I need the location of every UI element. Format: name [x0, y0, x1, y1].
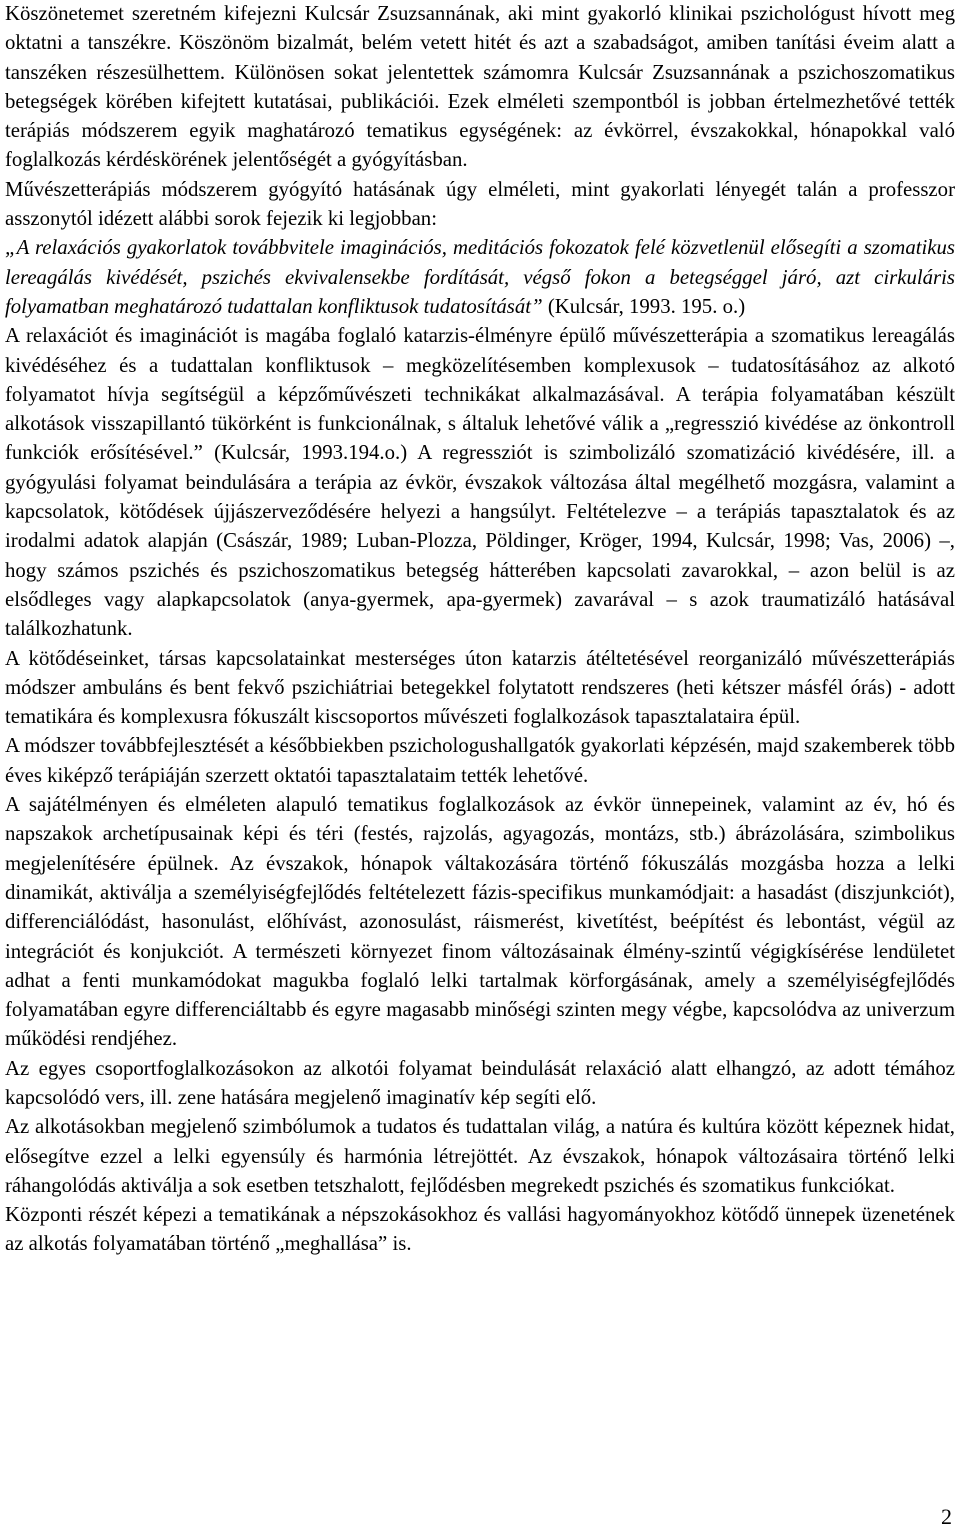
paragraph-acknowledgement — [5, 0, 955, 175]
paragraph-thematic-sessions: A sajátélményen és elméleten alapuló tematikus foglalkozások az évkör ünnepeinek, valamint az év, hó és napszakok archetípusainak képi és téri (festés, rajzolás, agyagozás, montázs, stb.) ábrázolására, szimbolikus megjelenítésére épülnek. Az évszakok, hónapok váltakozására történő fókuszálás mozgásba hozza a lelki dinamikát, aktiválja a személyiségfejlődés feltételezett fázis-specifikus munkamódjait: a hasadást (diszjunkciót), differenciálódást, hasonulást, előhívást, azonosulást, ráismerést, kivetítést, beépítést és lebontást, végül az integrációt és konjukciót. A természeti környezet finom változásainak élmény-szintű végigkísérése lendületet adhat a fenti munkamódokat magukba foglaló lelki tartalmak körforgásának, amely a személyiségfejlődés folyamatában egyre differenciáltabb és egyre magasabb minőségi szinten megy végbe, kapcsolódva az univerzum működési rendjéhez. — [5, 793, 955, 1051]
paragraph-traditions: Központi részét képezi a tematikának a népszokásokhoz és vallási hagyományokhoz kötődő ünnepek üzenetének az alkotás folyamatában történő „meghallása” is. — [5, 1203, 955, 1256]
research-text: Különösen sokat jelentettek számomra Kulcsár Zsuzsannának a pszichoszomatikus betegségek körében kifejtett kutatásai, publikációi. Ezek elméleti szempontból is jobban értelmezhetővé tették terápiás módszerem egyik maghatározó tematikus egységének: az évkörrel, évszakokkal, hónapokkal való foglalkozás kérdéskörének jelentőségét a gyógyításban. — [5, 60, 955, 172]
paragraph-quote — [5, 233, 955, 321]
paragraph-group-sessions: Az egyes csoportfoglalkozásokon az alkotói folyamat beindulását relaxáció alatt elhangzó, az adott témához kapcsolódó vers, ill. zene hatására megjelenő imaginatív kép segíti elő. — [5, 1056, 955, 1109]
paragraph-method-intro: Művészetterápiás módszerem gyógyító hatásának úgy elméleti, mint gyakorlati lényegét talán a professzor asszonytól idézett alábbi sorok fejezik ki legjobban: — [5, 177, 955, 231]
acknowledgement-text: Köszönetemet szeretném kifejezni Kulcsár Zsuzsannának, aki mint gyakorló klinikai pszichológust hívott meg oktatni a tanszékre. Köszönöm bizalmát, belém vetett hitét és azt a szabadságot, amiben tanítási éveim alatt a tanszéken részesülhettem. — [5, 2, 955, 84]
paragraph-method-development: A módszer továbbfejlesztését a későbbiekben pszichologushallgatók gyakorlati képzésén, majd szakemberek több éves kiképző terápiáján szerzett oktatói tapasztalataim tették lehetővé. — [5, 734, 955, 787]
document-page — [5, 0, 955, 1259]
paragraph-attachments: A kötődéseinket, társas kapcsolatainkat mesterséges úton katarzis átéltetésével reorganizáló művészetterápiás módszer ambuláns és bent fekvő pszichiátriai betegekkel folytatott rendszeres (heti kétszer másfél órás) - adott tematikára és komplexusra fókuszált kiscsoportos művészeti foglalkozások tapasztalataira épül. — [5, 646, 955, 729]
quote-citation: (Kulcsár, 1993. 195. o.) — [542, 294, 746, 318]
italic-quote: „A relaxációs gyakorlatok továbbvitele imaginációs, meditációs fokozatok felé közvetlenül elősegíti a szomatikus lereagálás kivédését, pszichés ekvivalensekbe fordítását, végső fokon a betegséggel járó, azt cirkuláris folyamatban meghatározó tudattalan konfliktusok tudatosítását” — [5, 236, 955, 318]
page-number: 2 — [941, 1504, 952, 1529]
paragraph-art-therapy: A relaxációt és imaginációt is magába foglaló katarzis-élményre épülő művészetterápia a szomatikus lereagálás kivédéséhez és a tudattalan konfliktusok – megközelítésemben komplexusok – tudatosításához az alkotó folyamatot hívja segítségül a képzőművészeti technikákat alkalmazásával. A terápia folyamatában készült alkotások visszapillantó tükörként is funkcionálnak, s általuk lehetővé válik a „regresszió kivédése az önkontroll funkciók erősítésével.” (Kulcsár, 1993.194.o.) A regressziót is szimbolizáló szomatizáció kivédésére, ill. a gyógyulási folyamat beindulására a terápia az évkör, évszakok változása által megélhető mozgásra, valamint a kapcsolatok, kötődések újjászerveződésére helyezi a hangsúlyt. Feltételezve – a terápiás tapasztalatok és az irodalmi adatok alapján (Császár, 1989; Luban-Plozza, Pöldinger, Kröger, 1994, Kulcsár, 1998; Vas, 2006) –, hogy számos pszichés és pszichoszomatikus betegség hátterében kapcsolati zavarokkal, – azon belül is az elsődleges vagy alapkapcsolatok (anya-gyermek, apa-gyermek) zavarával – s azok traumatizáló hatásával találkozhatunk. — [5, 324, 955, 641]
paragraph-symbols: Az alkotásokban megjelenő szimbólumok a tudatos és tudattalan világ, a natúra és kultúra között képeznek hidat, elősegítve ezzel a lelki egyensúly és harmónia létrejöttét. Az évszakok, hónapok változásaira történő lelki ráhangolódás aktiválja a sok esetben tetszhalott, fejlődésben megrekedt pszichés és szomatikus funkciókat. — [5, 1115, 955, 1197]
